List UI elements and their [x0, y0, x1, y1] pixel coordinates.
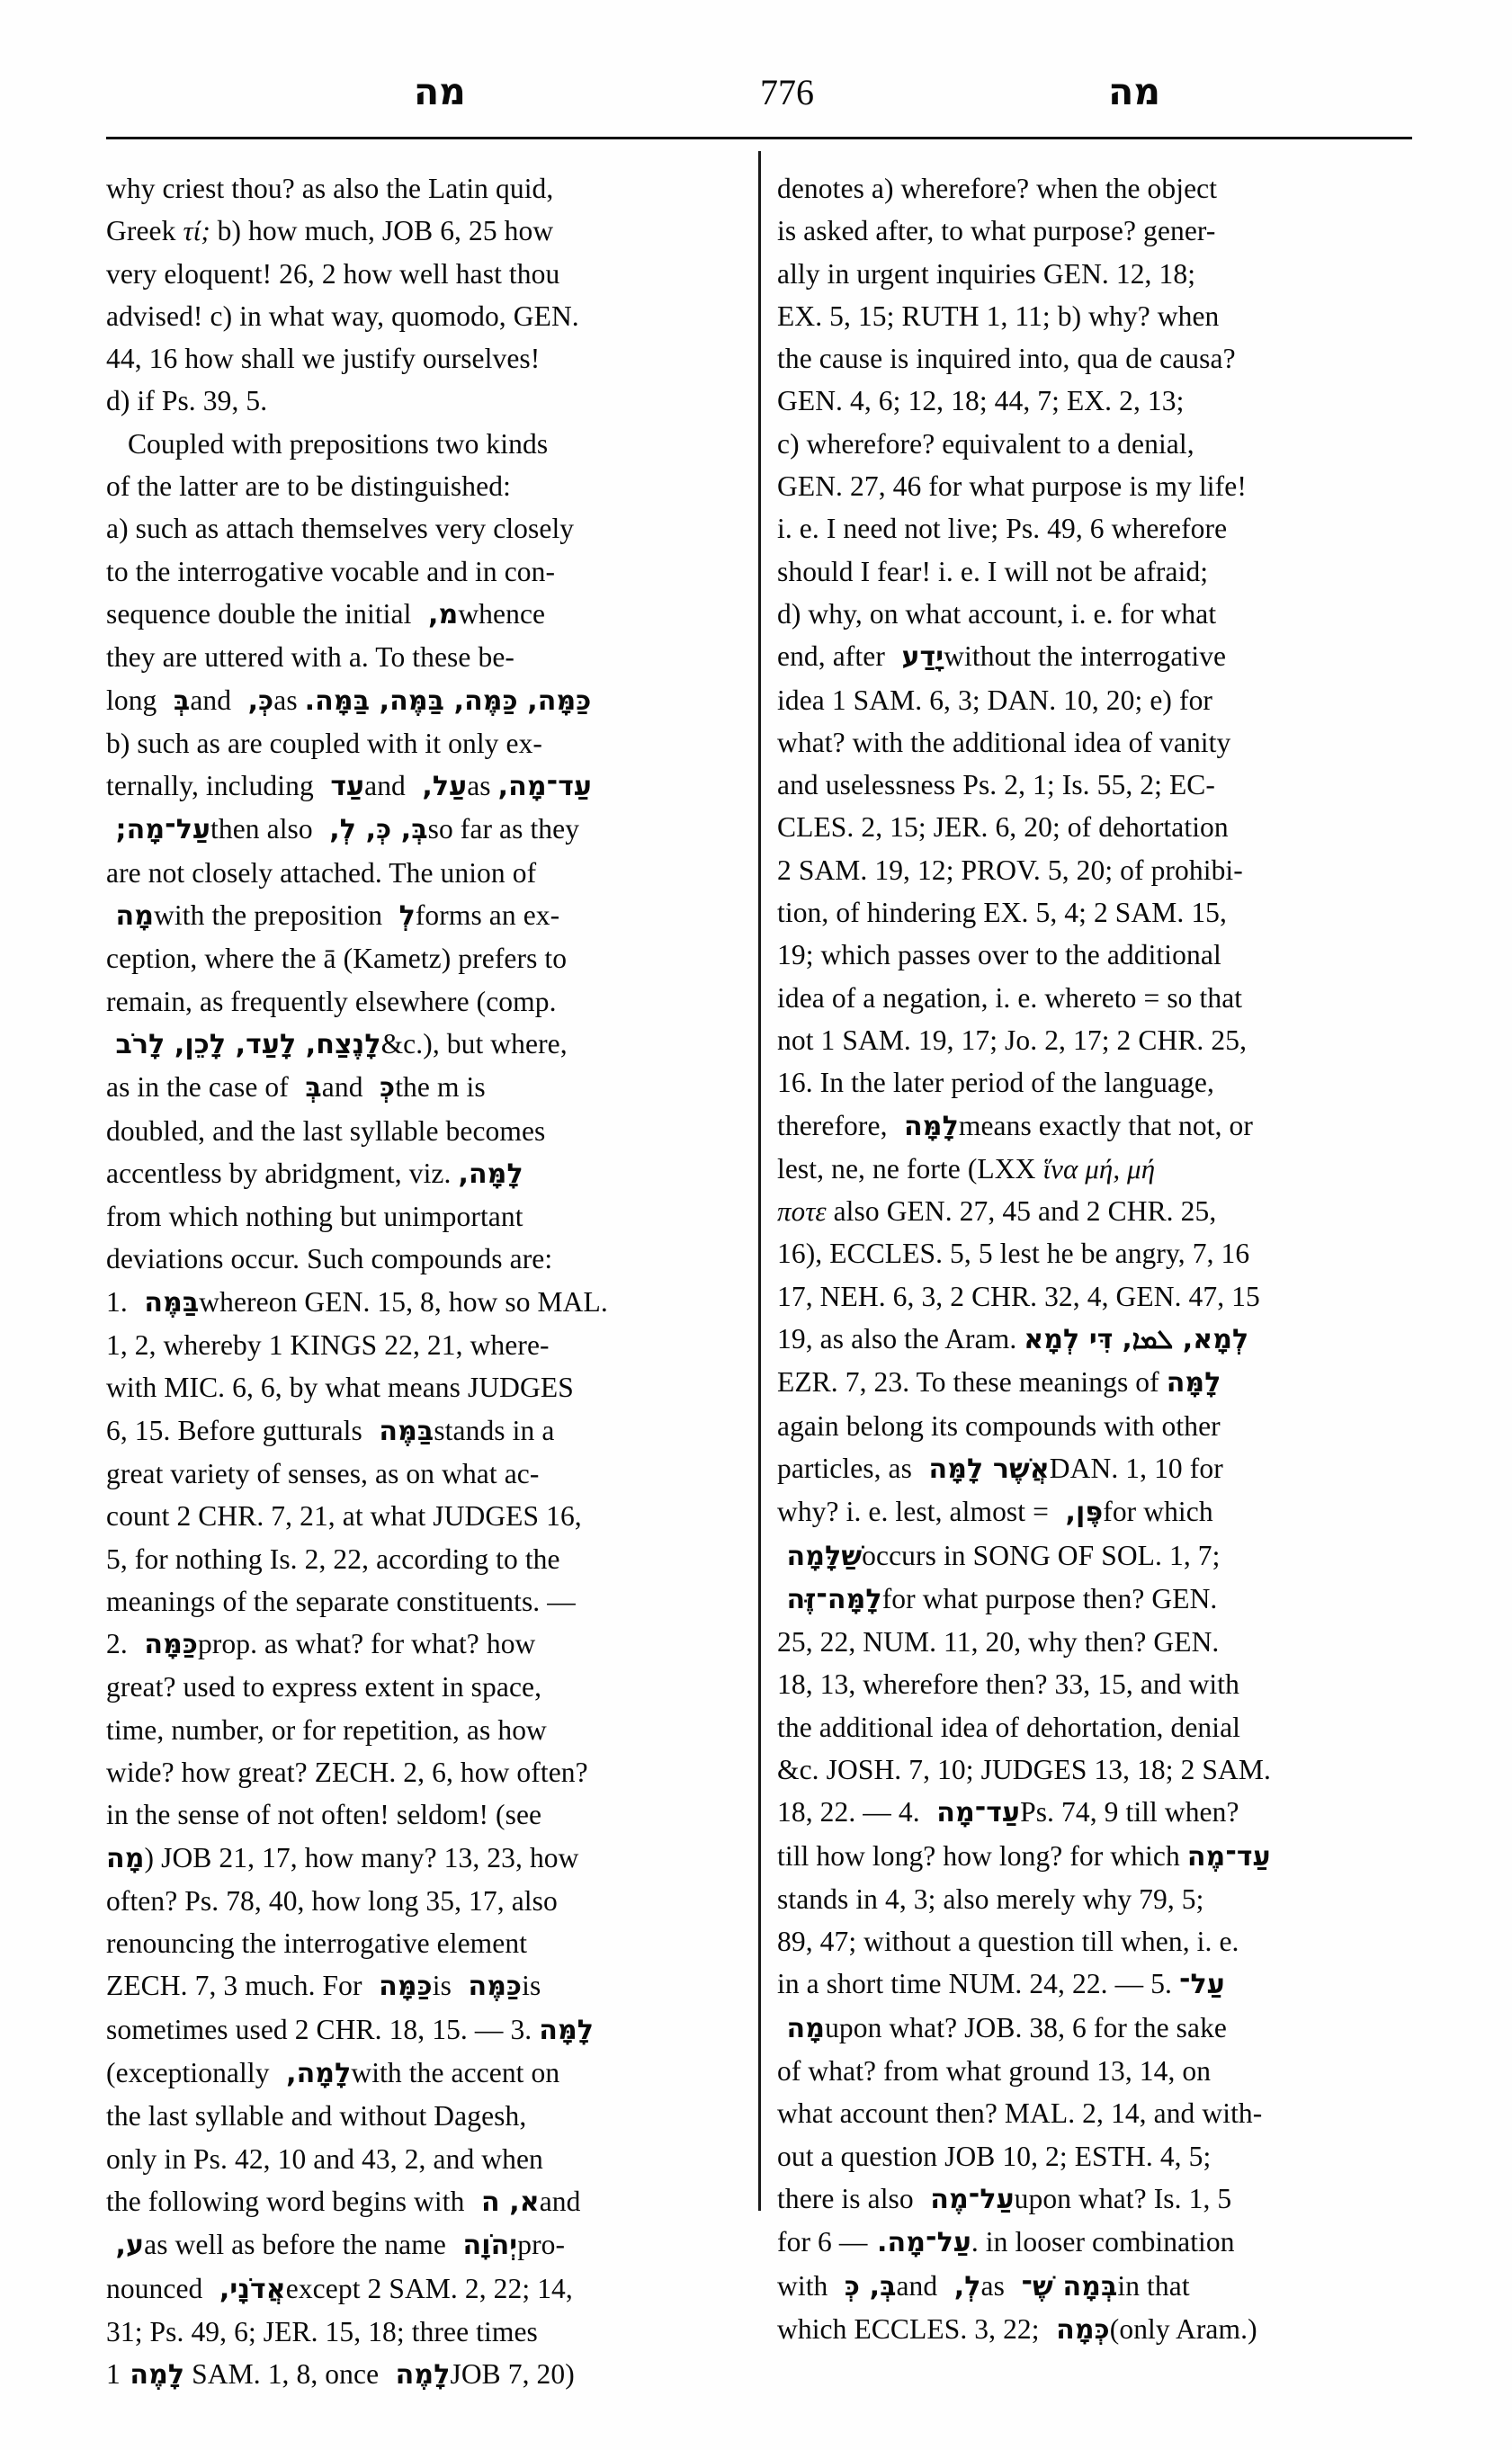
- text-line: 18, 22. — 4. עַד־מָה Ps. 74, 9 till when?: [777, 1796, 1239, 1829]
- text-line: not 1 SAM. 19, 17; Jo. 2, 17; 2 CHR. 25,: [777, 1024, 1248, 1056]
- text-line: GEN. 27, 46 for what purpose is my life!: [777, 470, 1247, 503]
- text-line: with MIC. 6, 6, by what means JUDGES: [106, 1372, 574, 1404]
- text-line: with בְּ, כְּ and לְ, as בְּמָה שֶׁ־ in that: [777, 2269, 1190, 2302]
- hebrew-word: כַּמָּה: [369, 1971, 433, 2003]
- text-line: מָה) JOB 21, 17, how many? 13, 23, how: [106, 1841, 579, 1874]
- text-line: &c. JOSH. 7, 10; JUDGES 13, 18; 2 SAM.: [777, 1753, 1271, 1785]
- text-line: from which nothing but unimportant: [106, 1201, 523, 1233]
- text-line: time, number, or for repetition, as how: [106, 1713, 547, 1746]
- text-line: often? Ps. 78, 40, how long 35, 17, also: [106, 1884, 558, 1917]
- text-line: tion, of hindering EX. 5, 4; 2 SAM. 15,: [777, 897, 1228, 929]
- hebrew-word: עַד: [320, 771, 365, 803]
- hebrew-word: פֶּן,: [1055, 1497, 1104, 1529]
- text-line: deviations occur. Such compounds are:: [106, 1243, 553, 1275]
- text-line: what? with the additional idea of vanity: [777, 726, 1231, 758]
- text-line: doubled, and the last syllable becomes: [106, 1114, 546, 1147]
- text-line: 5, for nothing Is. 2, 22, according to the: [106, 1542, 560, 1575]
- running-head: [90, 70, 1430, 133]
- text-line: i. e. I need not live; Ps. 49, 6 wherefore: [777, 513, 1228, 545]
- text-line: the additional idea of dehortation, denial: [777, 1711, 1241, 1743]
- text-line: 25, 22, NUM. 11, 20, why then? GEN.: [777, 1626, 1220, 1659]
- text-line: renouncing the interrogative element: [106, 1927, 528, 1960]
- hebrew-word: לָמָה,: [276, 2058, 352, 2090]
- text-line: what account then? MAL. 2, 14, and with-: [777, 2097, 1263, 2130]
- hebrew-word: יְהֹוָה: [452, 2230, 518, 2262]
- hebrew-word: כְּ: [370, 1072, 396, 1104]
- text-line: therefore, לָמָּה means exactly that not, or: [777, 1109, 1253, 1142]
- hebrew-word: כְּ,: [238, 684, 274, 717]
- hebrew-word: דִּי לְמָא: [1024, 1324, 1114, 1356]
- text-line: לָמֶה 1 SAM. 1, 8, once לָמֶה JOB 7, 20): [106, 2358, 575, 2392]
- text-line: Coupled with prepositions two kinds: [106, 427, 549, 460]
- hebrew-word: מָה: [106, 1842, 145, 1874]
- text-line: EX. 5, 15; RUTH 1, 11; b) why? when: [777, 300, 1220, 332]
- text-line: remain, as frequently elsewhere (comp.: [106, 985, 557, 1017]
- hebrew-word: לָמָּה: [1166, 1367, 1221, 1399]
- text-line: c) wherefore? equivalent to a denial,: [777, 427, 1194, 460]
- text-line: count 2 CHR. 7, 21, at what JUDGES 16,: [106, 1500, 582, 1533]
- text-line: ποτε also GEN. 27, 45 and 2 CHR. 25,: [777, 1195, 1217, 1228]
- text-line: sometimes used 2 CHR. 18, 15. — 3. לָמָּה: [106, 2013, 595, 2046]
- text-line: particles, as אֲשֶׁר לָמָּה DAN. 1, 10 for: [777, 1452, 1223, 1485]
- text-line: 89, 47; without a question till when, i. e.: [777, 1926, 1239, 1958]
- text-line: in the sense of not often! seldom! (see: [106, 1799, 542, 1831]
- text-line: of the latter are to be distinguished:: [106, 470, 511, 503]
- text-line: ally in urgent inquiries GEN. 12, 18;: [777, 257, 1196, 290]
- running-head-left-headword: מה: [414, 70, 466, 113]
- text-line: 2 SAM. 19, 12; PROV. 5, 20; of prohibi-: [777, 854, 1243, 886]
- hebrew-word: עַד־מָה,: [497, 771, 592, 803]
- hebrew-word: מ,: [418, 598, 459, 630]
- text-line: out a question JOB 10, 2; ESTH. 4, 5;: [777, 2140, 1212, 2172]
- text-line: 19, as also the Aram. לְמָא, ܠܡܐ, דִּי לְמָא: [777, 1323, 1249, 1356]
- right-column-text: [777, 167, 1365, 2351]
- text-line: ע, as well as before the name יְהֹוָה pro-: [106, 2229, 566, 2262]
- hebrew-word: לְ: [389, 900, 416, 933]
- greek-word: ποτε: [777, 1195, 834, 1228]
- greek-word: τί;: [183, 215, 218, 247]
- text-line: again belong its compounds with other: [777, 1409, 1221, 1442]
- text-line: ception, where the ā (Kametz) prefers to: [106, 943, 568, 975]
- text-line: the cause is inquired into, qua de causa?: [777, 343, 1236, 375]
- hebrew-word: לָמָּה: [539, 2014, 595, 2046]
- text-line: idea of a negation, i. e. whereto = so that: [777, 981, 1243, 1014]
- text-line: 44, 16 how shall we justify ourselves!: [106, 343, 541, 375]
- text-line: 1, 2, whereby 1 KINGS 22, 21, where-: [106, 1329, 550, 1362]
- hebrew-word: עַל־מֶה: [920, 2183, 1015, 2215]
- text-line: as in the case of בְּ and כְּ the m is: [106, 1071, 486, 1104]
- text-line: the following word begins with א, ה and: [106, 2185, 581, 2218]
- hebrew-word: עַל־: [1179, 1969, 1225, 2001]
- hebrew-word: לָנֶצַח, לָעַד, לָכֵן, לָרֹב: [106, 1028, 381, 1060]
- text-line: for עַל־מָה. — 6. in looser combination: [777, 2226, 1235, 2259]
- hebrew-word: כַּמֶּה: [458, 1971, 523, 2003]
- hebrew-word: בְּ, כְּ: [835, 2270, 897, 2302]
- hebrew-word: בַּמֶּה: [369, 1415, 434, 1447]
- text-line: should I fear! i. e. I will not be afraid;: [777, 555, 1209, 587]
- hebrew-word: מָה: [106, 900, 155, 933]
- greek-word: ἵνα μή, μή: [1042, 1152, 1156, 1185]
- hebrew-word: שַׁלָּמָה: [777, 1540, 863, 1572]
- text-line: b) such as are coupled with it only ex-: [106, 727, 543, 759]
- text-line: are not closely attached. The union of: [106, 856, 537, 889]
- text-line: (exceptionally לָמָה, with the accent on: [106, 2057, 560, 2090]
- text-line: 17, NEH. 6, 3, 2 CHR. 32, 4, GEN. 47, 15: [777, 1280, 1260, 1312]
- text-line: meanings of the separate constituents. —: [106, 1585, 576, 1617]
- text-line: 16), ECCLES. 5, 5 lest he be angry, 7, 16: [777, 1238, 1250, 1270]
- text-line: till how long? how long? for which עַד־מֶה: [777, 1839, 1271, 1873]
- hebrew-word: א, ה: [471, 2186, 540, 2218]
- text-line: לָמָּה־זֶּה for what purpose then? GEN.: [777, 1582, 1218, 1615]
- hebrew-word: עַל־מָה;: [106, 814, 210, 846]
- text-line: ternally, including עַד and עַל, as עַד־מָה,: [106, 770, 592, 803]
- text-line: and uselessness Ps. 2, 1; Is. 55, 2; EC-: [777, 769, 1215, 801]
- text-line: 19; which passes over to the additional: [777, 939, 1221, 971]
- header-rule: [106, 137, 1412, 139]
- hebrew-word: כַּמָּה, כַּמֶּה, בַּמֶּה, בַּמָּה.: [304, 684, 592, 717]
- text-line: idea 1 SAM. 6, 3; DAN. 10, 20; e) for: [777, 684, 1213, 716]
- text-line: great variety of senses, as on what ac-: [106, 1457, 540, 1489]
- hebrew-word: יָדַע: [891, 641, 944, 674]
- hebrew-word: בְּמָה שֶׁ־: [1011, 2270, 1118, 2302]
- hebrew-word: כַּמָּה: [134, 1629, 198, 1661]
- text-line: of what? from what ground 13, 14, on: [777, 2055, 1212, 2088]
- text-line: why? i. e. lest, almost = פֶּן, for which: [777, 1496, 1213, 1529]
- hebrew-word: עַל,: [412, 771, 468, 803]
- text-line: why criest thou? as also the Latin quid,: [106, 173, 554, 204]
- text-line: nounced אֲדֹנָי, except 2 SAM. 2, 22; 14,: [106, 2272, 573, 2305]
- hebrew-word: אֲשֶׁר לָמָּה: [918, 1453, 1050, 1485]
- text-line: great? used to express extent in space,: [106, 1671, 542, 1703]
- text-line: long בְּ and כְּ, as כַּמָּה, כַּמֶּה, בַּמֶּה, בַּמָּה.: [106, 684, 592, 717]
- hebrew-word: לָמָּה: [894, 1110, 959, 1142]
- text-line: EZR. 7, 23. To these meanings of לָמָּה: [777, 1366, 1221, 1399]
- page-number: 776: [760, 72, 814, 112]
- text-line: very eloquent! 26, 2 how well hast thou: [106, 257, 560, 290]
- text-line: 31; Ps. 49, 6; JER. 15, 18; three times: [106, 2315, 538, 2347]
- hebrew-word: אֲדֹנָי,: [210, 2273, 286, 2305]
- hebrew-word: לָמֶה: [120, 2359, 185, 2392]
- text-line: a) such as attach themselves very closely: [106, 513, 575, 545]
- text-line: wide? how great? ZECH. 2, 6, how often?: [106, 1756, 588, 1788]
- hebrew-word: בְּ: [164, 684, 191, 717]
- text-line: stands in 4, 3; also merely why 79, 5;: [777, 1882, 1204, 1915]
- text-line: מָה upon what? JOB. 38, 6 for the sake: [777, 2011, 1228, 2044]
- left-column: [106, 167, 736, 2396]
- text-line: Greek τί; b) how much, JOB 6, 25 how: [106, 215, 554, 247]
- hebrew-word: בְּ: [295, 1072, 322, 1104]
- text-line: there is also עַל־מֶה upon what? Is. 1, 5: [777, 2182, 1232, 2215]
- text-line: מָה with the preposition לְ forms an ex-: [106, 899, 560, 933]
- text-line: GEN. 4, 6; 12, 18; 44, 7; EX. 2, 13;: [777, 385, 1185, 417]
- two-column-body: [106, 167, 1412, 2396]
- text-line: advised! c) in what way, quomodo, GEN.: [106, 300, 579, 332]
- right-column: [736, 167, 1365, 2396]
- text-line: CLES. 2, 15; JER. 6, 20; of dehortation: [777, 811, 1229, 844]
- text-line: לָנֶצַח, לָעַד, לָכֵן, לָרֹב &c.), but where,: [106, 1027, 568, 1060]
- hebrew-word: לָמָּה,: [458, 1158, 523, 1190]
- syriac-word: ܠܡܐ,: [1113, 1324, 1174, 1355]
- text-line: which ECCLES. 3, 22; כְּמָה (only Aram.): [777, 2312, 1257, 2346]
- left-column-text: [106, 167, 707, 2396]
- hebrew-word: עַד־מֶה: [1186, 1840, 1271, 1873]
- text-line: to the interrogative vocable and in con-: [106, 555, 556, 587]
- text-line: they are uttered with a. To these be-: [106, 641, 514, 674]
- running-head-right-headword: מה: [1108, 70, 1160, 113]
- text-line: שַׁלָּמָה occurs in SONG OF SOL. 1, 7;: [777, 1539, 1221, 1572]
- hebrew-word: בְּ, כְּ, לְ,: [319, 814, 428, 846]
- hebrew-word: מָה: [777, 2012, 826, 2044]
- text-line: only in Ps. 42, 10 and 43, 2, and when: [106, 2142, 543, 2175]
- text-line: 16. In the later period of the language,: [777, 1067, 1214, 1099]
- text-line: accentless by abridgment, viz. לָמָּה,: [106, 1157, 523, 1190]
- hebrew-word: כְּמָה: [1046, 2313, 1110, 2346]
- hebrew-word: ע,: [106, 2230, 145, 2262]
- text-line: end, after יָדַע without the interrogative: [777, 640, 1227, 674]
- text-line: ZECH. 7, 3 much. For כַּמָּה is כַּמֶּה is: [106, 1970, 541, 2003]
- text-line: d) why, on what account, i. e. for what: [777, 597, 1217, 630]
- text-line: d) if Ps. 39, 5.: [106, 385, 268, 417]
- hebrew-word: לָמֶה: [386, 2359, 451, 2392]
- text-line: is asked after, to what purpose? gener-: [777, 215, 1216, 247]
- text-line: 2. כַּמָּה prop. as what? for what? how: [106, 1628, 536, 1661]
- text-line: the last syllable and without Dagesh,: [106, 2100, 527, 2133]
- hebrew-word: עַל־מָה.: [867, 2227, 971, 2259]
- text-line: sequence double the initial מ, whence: [106, 597, 546, 630]
- hebrew-word: לָמָּה־זֶּה: [777, 1583, 882, 1615]
- hebrew-word: עַד־מָה: [926, 1797, 1021, 1829]
- text-line: denotes a) wherefore? when the object: [777, 173, 1218, 204]
- text-line: 6, 15. Before gutturals בַּמֶּה stands in a: [106, 1414, 555, 1447]
- text-line: 1. בַּמֶּה whereon GEN. 15, 8, how so MAL.: [106, 1285, 608, 1319]
- text-line: lest, ne, ne forte (LXX ἵνα μή, μή: [777, 1152, 1156, 1185]
- hebrew-word: לְמָא,: [1173, 1324, 1249, 1356]
- text-line: עַל־מָה; then also בְּ, כְּ, לְ, so far as they: [106, 813, 580, 846]
- hebrew-word: בַּמֶּה: [134, 1286, 200, 1319]
- text-line: 18, 13, wherefore then? 33, 15, and with: [777, 1668, 1239, 1701]
- hebrew-word: לְ,: [944, 2270, 981, 2302]
- text-line: in a short time NUM. 24, 22. — 5. עַל־: [777, 1968, 1225, 2001]
